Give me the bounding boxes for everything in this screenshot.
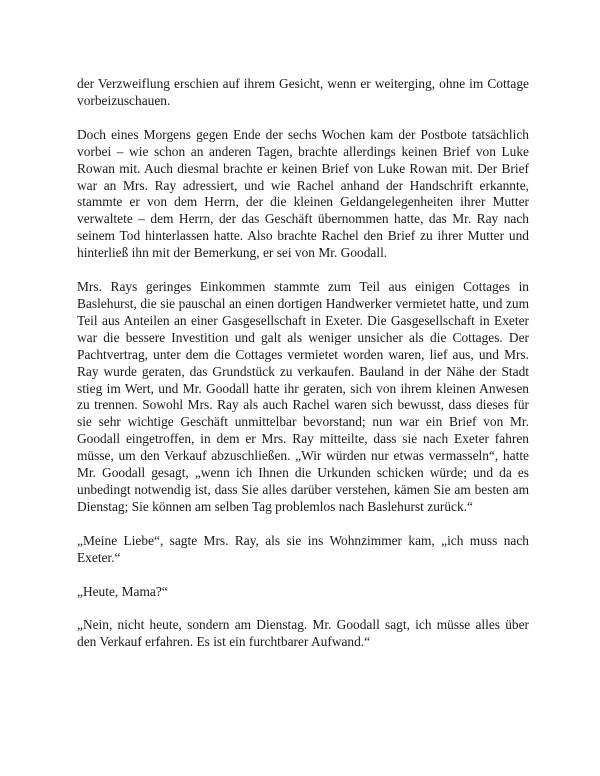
document-page — [77, 76, 529, 651]
paragraph-6: „Nein, nicht heute, sondern am Dienstag. Mr. Goodall sagt, ich müsse alles über den Verkauf erfahren. Es ist ein furchtbarer Aufwand.“ — [77, 617, 529, 650]
paragraph-3: Mrs. Rays geringes Einkommen stammte zum Teil aus einigen Cottages in Baslehurst, die sie pauschal an einen dortigen Handwerker vermietet hatte, und zum Teil aus Anteilen an einer Gasgesellschaft in Exeter. Die Gasgesellschaft in Exeter war die bessere Investition und galt als weniger unsicher als die Cottages. Der Pachtvertrag, unter dem die Cottages vermietet worden waren, lief aus, und Mrs. Ray wurde geraten, das Grundstück zu verkaufen. Bauland in der Nähe der Stadt stieg im Wert, und Mr. Goodall hatte ihr geraten, sich von ihrem kleinen Anwesen zu trennen. Sowohl Mrs. Ray als auch Rachel waren sich bewusst, dass dieses für sie sehr wichtige Geschäft unmittelbar bevorstand; nun war ein Brief von Mr. Goodall eingetroffen, in dem er Mrs. Ray mitteilte, dass sie nach Exeter fahren müsse, um den Verkauf abzuschließen. „Wir würden nur etwas vermasseln“, hatte Mr. Goodall gesagt, „wenn ich Ihnen die Urkunden schicken würde; und da es unbedingt notwendig ist, dass Sie alles darüber verstehen, kämen Sie am besten am Dienstag; Sie können am selben Tag problemlos nach Baslehurst zurück.“ — [77, 279, 529, 514]
paragraph-4: „Meine Liebe“, sagte Mrs. Ray, als sie ins Wohnzimmer kam, „ich muss nach Exeter.“ — [77, 532, 529, 565]
paragraph-5: „Heute, Mama?“ — [77, 583, 168, 599]
paragraph-2: Doch eines Morgens gegen Ende der sechs Wochen kam der Postbote tatsächlich vorbei – wie schon an anderen Tagen, brachte allerdings keinen Brief von Luke Rowan mit. Auch diesmal brachte er keinen Brief von Luke Rowan mit. Der Brief war an Mrs. Ray adressiert, und wie Rachel anhand der Handschrift erkannte, stammte er von dem Herrn, der die kleinen Geldangelegenheiten ihrer Mutter verwaltete – dem Herrn, der das Geschäft übernommen hatte, das Mr. Ray nach seinem Tod hinterlassen hatte. Also brachte Rachel den Brief zu ihrer Mutter und hinterließ ihn mit der Bemerkung, er sei von Mr. Goodall. — [77, 126, 529, 261]
paragraph-1: der Verzweiflung erschien auf ihrem Gesicht, wenn er weiterging, ohne im Cottage vorbeizuschauen. — [77, 76, 529, 108]
